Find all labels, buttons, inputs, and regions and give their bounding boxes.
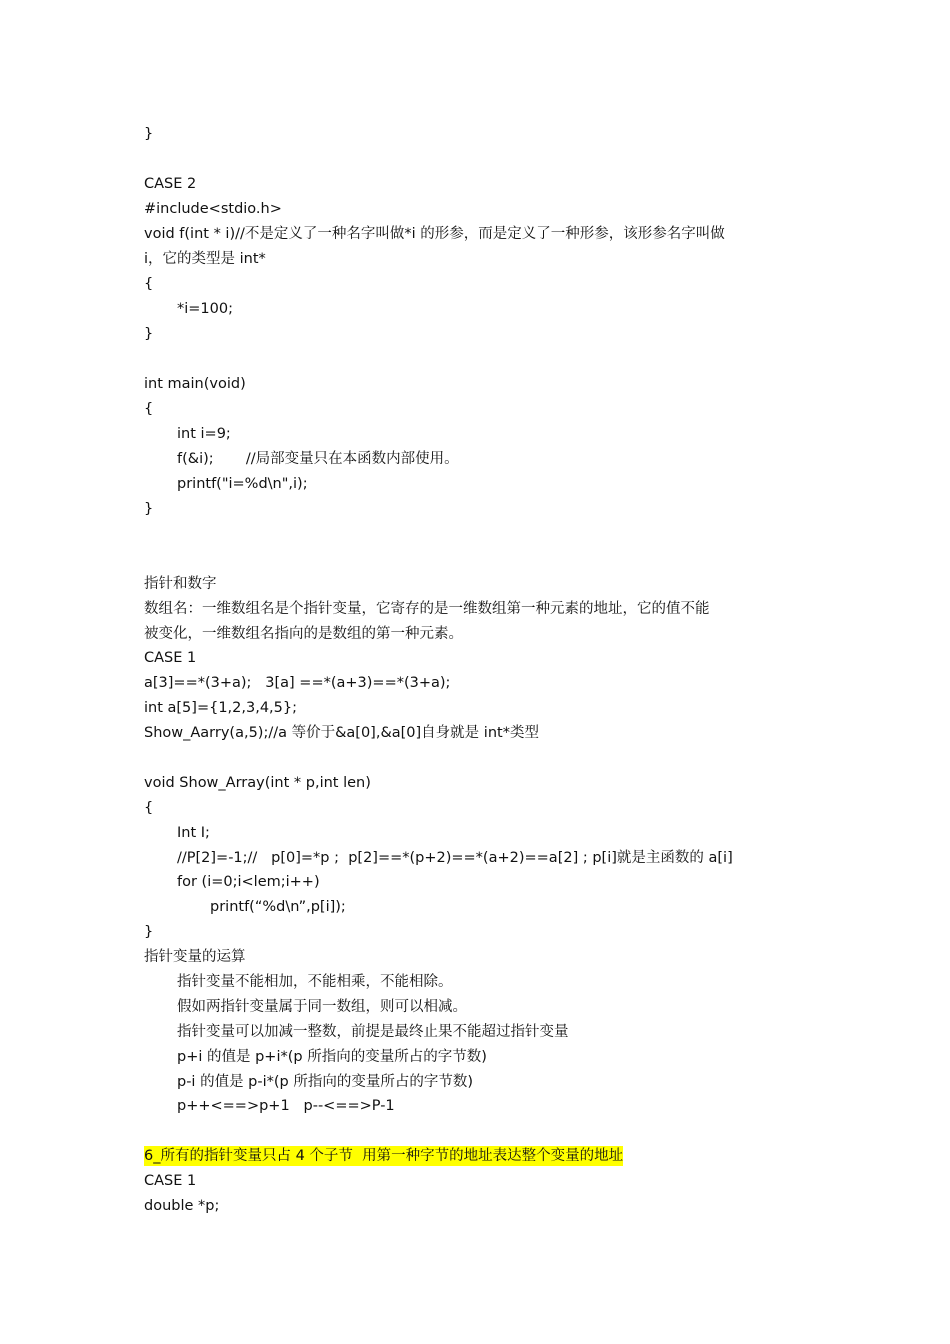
paragraph-line: 指针变量不能相加，不能相乘，不能相除。: [177, 974, 453, 990]
code-line: i，它的类型是 int*: [144, 251, 266, 267]
code-line: {: [144, 276, 154, 292]
paragraph-line: p-i 的值是 p-i*(p 所指向的变量所占的字节数): [177, 1074, 474, 1090]
section-heading: 指针和数字: [144, 576, 217, 592]
code-line: *i=100;: [177, 301, 233, 317]
paragraph-line: 数组名：一维数组名是个指针变量，它寄存的是一维数组第一种元素的地址，它的值不能: [144, 601, 710, 617]
code-line: int i=9;: [177, 426, 231, 442]
code-line: {: [144, 401, 154, 417]
code-line: printf(“%d\n”,p[i]);: [210, 899, 346, 915]
paragraph-line: 指针变量可以加减一整数，前提是最终止果不能超过指针变量: [177, 1024, 569, 1040]
code-line: }: [144, 501, 154, 517]
code-line: a[3]==*(3+a); 3[a] ==*(a+3)==*(3+a);: [144, 675, 451, 691]
case-heading: CASE 1: [144, 650, 197, 666]
code-line: for (i=0;i<lem;i++): [177, 874, 320, 890]
code-line: f(&i); //局部变量只在本函数内部使用。: [177, 451, 459, 467]
case-heading: CASE 2: [144, 176, 197, 192]
code-line: Int I;: [177, 825, 210, 841]
code-line: }: [144, 126, 154, 142]
paragraph-line: p+i 的值是 p+i*(p 所指向的变量所占的字节数): [177, 1049, 487, 1065]
code-line: void f(int * i)//不是定义了一种名字叫做*i 的形参，而是定义了一种形参，该形参名字叫做: [144, 226, 725, 242]
code-line: }: [144, 924, 154, 940]
section-heading: 指针变量的运算: [144, 949, 246, 965]
case-heading: CASE 1: [144, 1173, 197, 1189]
paragraph-line: p++<==>p+1 p--<==>P-1: [177, 1098, 395, 1114]
code-line: #include<stdio.h>: [144, 201, 282, 217]
code-line: double *p;: [144, 1198, 220, 1214]
paragraph-line: 假如两指针变量属于同一数组，则可以相减。: [177, 999, 467, 1015]
code-line: }: [144, 326, 154, 342]
code-line: int main(void): [144, 376, 246, 392]
highlighted-heading: 6_所有的指针变量只占 4 个子节 用第一种字节的地址表达整个变量的地址: [144, 1148, 624, 1164]
code-line: printf("i=%d\n",i);: [177, 476, 308, 492]
code-line: int a[5]={1,2,3,4,5};: [144, 700, 297, 716]
code-line: {: [144, 800, 154, 816]
paragraph-line: 被变化，一维数组名指向的是数组的第一种元素。: [144, 626, 463, 642]
code-line: Show_Aarry(a,5);//a 等价于&a[0],&a[0]自身就是 int*类型: [144, 725, 539, 741]
code-line: void Show_Array(int * p,int len): [144, 775, 371, 791]
code-line: //P[2]=-1;// p[0]=*p ; p[2]==*(p+2)==*(a+2)==a[2] ; p[i]就是主函数的 a[i]: [177, 850, 733, 866]
